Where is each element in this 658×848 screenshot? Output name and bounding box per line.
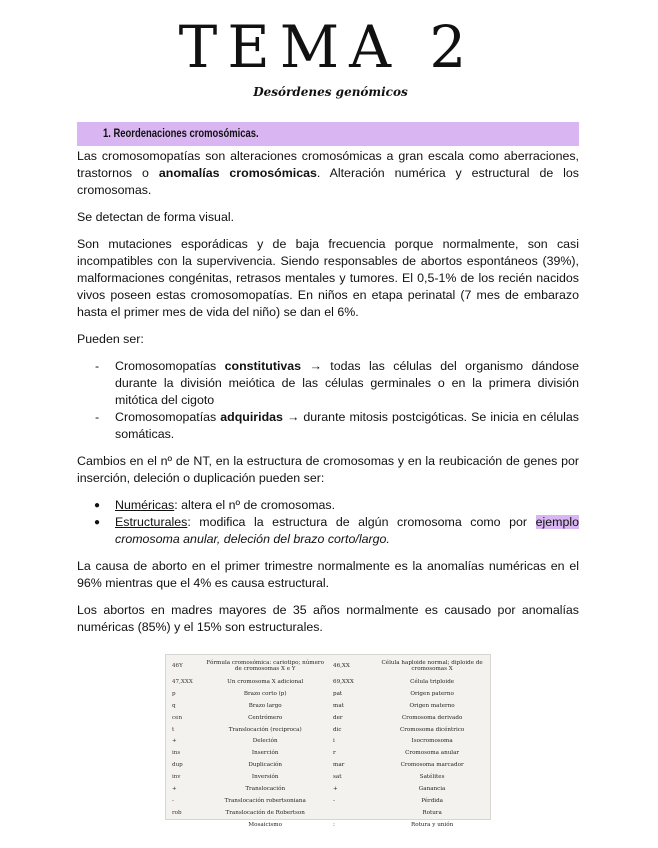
types-list [77,358,579,443]
highlighted-text: ejemplo [535,515,579,529]
table-cell: Rotura y unión [411,821,454,828]
list-item [77,514,579,548]
table-cell: 46Y [172,662,183,669]
table-row [166,819,490,831]
paragraph-detection: Se detectan de forma visual. [77,210,235,224]
table-row [166,676,490,688]
table-cell: Ganancia [418,785,446,792]
table-cell: t [172,726,175,733]
table-cell: Translocación de Robertson [225,809,305,816]
table-cell: rob [172,809,182,816]
table-cell: pat [333,690,343,697]
table-cell: dic [333,726,342,733]
table-row [166,759,490,771]
table-cell: Translocación robertsoniana [224,797,306,804]
table-cell: 69,XXX [333,678,354,685]
section-heading [77,122,579,146]
table-cell: Origen paterno [410,690,454,697]
table-cell: Translocación [245,785,286,792]
table-row [166,688,490,700]
table-cell: r [333,750,336,757]
list-item-text: Cromosomopatías [115,359,225,373]
paragraph-changes: Cambios en el nº de NT, en la estructura de cromosomas y en la reubicación de genes por inserción, deleción o duplicación pueden ser: [77,454,579,485]
paragraph-types-intro: Pueden ser: [77,332,144,346]
page-subtitle: Desórdenes genómicos [253,85,408,99]
document-body [77,148,579,646]
paragraph-definition [77,148,579,199]
table-cell: Translocación (reciproca) [228,726,302,733]
section-heading-label: 1. Reordenaciones cromosómicas. [103,128,259,140]
table-row [166,700,490,712]
table-cell: Cromosoma derivado [401,714,463,721]
table-cell: Cromosoma marcador [400,762,464,769]
table-cell: Isocromosoma [411,738,453,745]
list-item-text: → durante mitosis postcigóticas. Se inicia en células somáticas. [115,410,579,441]
table-cell: der [333,714,343,721]
paragraph-first-trimester: La causa de aborto en el primer trimestre normalmente es la anomalías numéricas en el 96% mientras que el 4% es causa estructural. [77,559,579,590]
table-row [166,747,490,759]
table-cell: Célula haploide normal; diploide de cromosomas X [381,659,483,672]
underlined-term: Estructurales [115,515,188,529]
page-title: TEMA 2 [178,13,477,81]
table-cell: cen [172,714,183,721]
table-cell: Duplicación [248,762,282,769]
table-cell: mat [333,702,344,709]
changes-list [77,497,579,548]
table-cell: Pérdida [421,797,443,804]
table-cell: Cromosoma dicéntrico [399,726,465,733]
underlined-term: Numéricas [115,498,175,512]
list-item [77,497,579,514]
list-item-text: → todas las células del organismo dándose durante la división meiótica de las células germinales o en la primera división mitótica del cigoto [115,359,579,407]
table-cell: Brazo corto (p) [243,690,287,697]
italic-example: cromosoma anular, deleción del brazo corto/largo. [115,532,390,546]
table-cell: Un cromosoma X adicional [227,678,304,685]
table-row [166,724,490,736]
table-cell: Cromosoma anular [405,750,460,757]
table-cell: ins [172,750,181,757]
list-item [77,358,579,409]
table-cell: inv [172,774,181,781]
list-item-text: Cromosomopatías [115,410,221,424]
table-cell: Origen materno [409,702,455,709]
bold-term: anomalías cromosómicas [158,166,317,180]
table-row [166,783,490,795]
table-cell: p [172,690,176,697]
list-item-text: : altera el nº de cromosomas. [174,498,336,512]
table-cell: + [172,738,177,745]
table-cell: q [172,702,176,709]
nomenclature-table-image [165,654,491,828]
list-item [77,409,579,443]
table-cell: 47,XXX [172,678,193,685]
table-cell: Fórmula cromosómica: cariotipo; número de cromosomas X e Y [206,659,324,672]
table-cell: + [333,785,338,792]
table-row [166,771,490,783]
table-cell: Centrómero [248,714,283,721]
table-row [166,807,490,819]
table-cell: Inversión [251,774,279,781]
table-cell: Brazo largo [248,702,282,709]
table-cell: : [333,821,335,828]
list-item-text: : modifica la estructura de algún cromosoma como por [187,515,536,529]
table-row [166,735,490,747]
table-cell: mar [333,762,345,769]
table-row [166,655,490,676]
table-cell: Inserción [251,750,279,757]
table-cell: - [333,797,335,804]
table-cell: Célula triploide [410,678,455,685]
table-cell: i [333,738,335,745]
paragraph-text: Las cromosomopatías son alteraciones cromosómicas a gran escala como aberraciones, trastornos o [77,149,579,180]
table-cell: Rotura [422,809,442,816]
table-cell: Deleción [252,738,278,745]
bold-term: adquiridas [220,410,283,424]
paragraph-mutations: Son mutaciones esporádicas y de baja frecuencia porque normalmente, son casi incompatibles con la supervivencia. Siendo responsables de abortos espontáneos (39%), malformaciones congénitas, retrasos mentales y tumores. El 0,5-1% de los recién nacidos vivos poseen estas cromosomopatías. En niños en etapa perinatal (7 mes de embarazo hasta el primer mes de vida del niño) se dan el 6%. [77,237,579,319]
table-row [166,712,490,724]
table-cell: Satélites [419,774,445,781]
paragraph-text: . Alteración numérica y estructural de los cromosomas. [77,166,580,197]
table-cell: dup [172,762,183,769]
paragraph-older-mothers: Los abortos en madres mayores de 35 años normalmente es causado por anomalías numéricas (85%) y el 15% son estructurales. [77,603,579,634]
table-cell: + [172,785,177,792]
table-cell: sat [333,774,342,781]
table-cell: Mosaicismo [248,821,282,828]
table-row [166,795,490,807]
table-cell: 46,XX [333,662,350,669]
table-cell: - [172,797,174,804]
bold-term: constitutivas [224,359,302,373]
